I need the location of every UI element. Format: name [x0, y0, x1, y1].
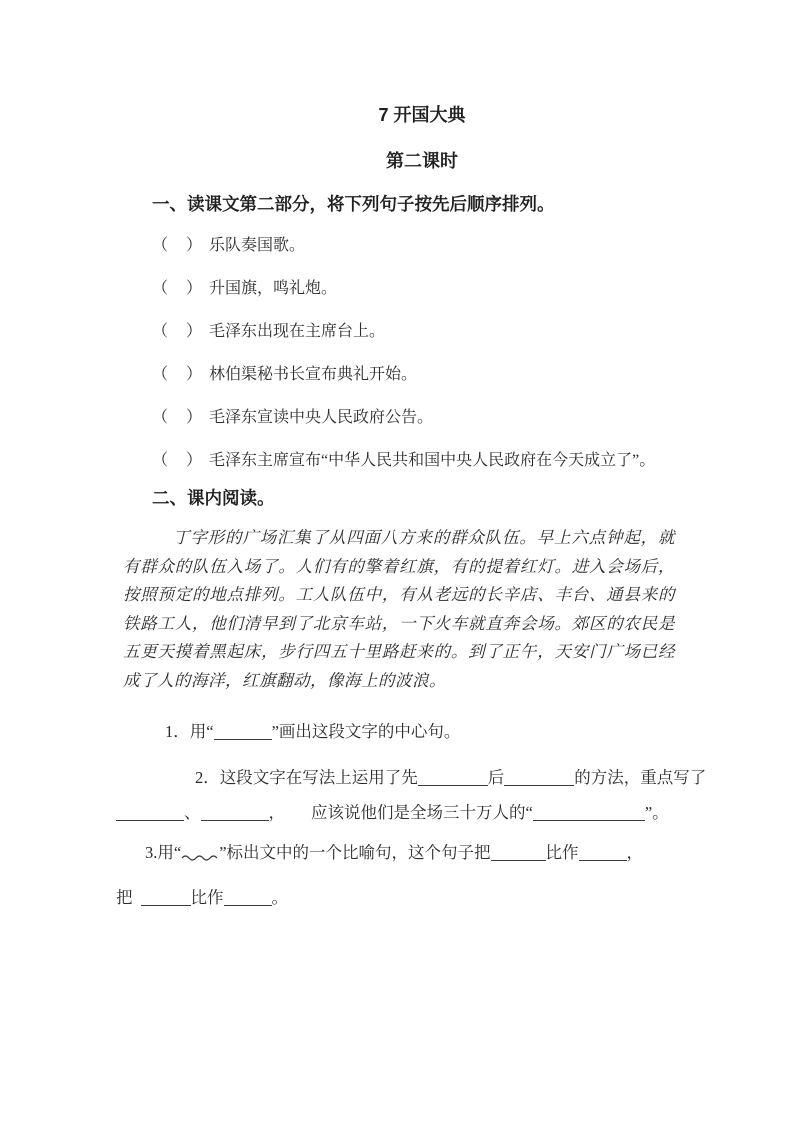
- order-item: [152, 404, 433, 427]
- answer-bracket-open: （: [152, 409, 169, 426]
- fill-in-blank: [141, 891, 191, 906]
- answer-bracket-close: ）: [186, 409, 203, 426]
- answer-bracket-open: （: [152, 280, 169, 297]
- question-1-lead: 1．用“: [165, 722, 214, 741]
- order-item: [152, 447, 655, 470]
- question-3-mid: ”标出文中的一个比喻句，这个句子把: [219, 843, 491, 862]
- fill-in-blank: [214, 725, 272, 740]
- order-item-text: 乐队奏国歌。: [209, 237, 306, 254]
- answer-bracket-open: （: [152, 366, 169, 383]
- question-3-compare1: 比作: [545, 843, 579, 862]
- answer-bracket-open: （: [152, 237, 169, 254]
- question-1: [165, 718, 460, 742]
- question-2-mid2: 应该说他们是全场三十万人的“: [311, 803, 533, 822]
- fill-in-blank: [418, 771, 488, 786]
- question-3-compare2: 比作: [190, 888, 224, 907]
- wavy-line-icon: [181, 847, 219, 859]
- question-2-line2: [116, 799, 669, 823]
- order-item: [152, 318, 385, 341]
- section-one-heading: 一、读课文第二部分，将下列句子按先后顺序排列。: [152, 194, 555, 214]
- question-2-tail2: ”。: [644, 803, 669, 822]
- question-2-comma: ，: [268, 803, 285, 822]
- question-2-line1: [195, 764, 706, 788]
- order-item-text: 毛泽东出现在主席台上。: [209, 323, 386, 340]
- question-3-lead2: 把: [116, 888, 133, 907]
- section-two-heading: 二、课内阅读。: [152, 488, 275, 508]
- order-item-text: 升国旗，鸣礼炮。: [209, 280, 338, 297]
- answer-bracket-open: （: [152, 323, 169, 340]
- question-3-lead: 3.用“: [145, 843, 182, 862]
- answer-bracket-close: ）: [186, 366, 203, 383]
- fill-in-blank: [201, 806, 269, 821]
- answer-bracket-close: ）: [186, 237, 203, 254]
- fill-in-blank: [491, 846, 546, 861]
- question-2-lead: 2．这段文字在写法上运用了先: [195, 768, 418, 787]
- question-3-line1: [145, 839, 643, 863]
- fill-in-blank: [224, 891, 272, 906]
- answer-bracket-close: ）: [186, 280, 203, 297]
- fill-in-blank: [504, 771, 574, 786]
- order-item: [152, 232, 305, 255]
- question-2-mid: 后: [487, 768, 505, 787]
- question-3-line2: [116, 884, 288, 908]
- fill-in-blank: [116, 806, 184, 821]
- order-item-text: 毛泽东主席宣布“中华人民共和国中央人民政府在今天成立了”。: [209, 452, 656, 469]
- fill-in-blank: [533, 806, 645, 821]
- answer-bracket-close: ）: [186, 323, 203, 340]
- question-3-tail: 。: [271, 888, 288, 907]
- answer-bracket-close: ）: [186, 452, 203, 469]
- order-item-text: 林伯渠秘书长宣布典礼开始。: [209, 366, 418, 383]
- order-item-text: 毛泽东宣读中央人民政府公告。: [209, 409, 434, 426]
- page-subtitle: 第二课时: [386, 151, 458, 171]
- reading-passage: 丁字形的广场汇集了从四面八方来的群众队伍。早上六点钟起，就有群众的队伍入场了。人们有的擎着红旗，有的提着红灯。进入会场后，按照预定的地点排列。工人队伍中，有从老远的长辛店、丰台、通县来的铁路工人，他们清早到了北京车站，一下火车就直奔会场。郊区的农民是五更天摸着黑起床，步行四五十里路赶来的。到了正午，天安门广场已经成了人的海洋，红旗翻动，像海上的波浪。: [123, 528, 675, 690]
- question-1-tail: ”画出这段文字的中心句。: [271, 722, 461, 741]
- question-2-separator: 、: [184, 803, 201, 822]
- answer-bracket-open: （: [152, 452, 169, 469]
- fill-in-blank: [579, 846, 627, 861]
- order-item: [152, 361, 417, 384]
- question-2-tail: 的方法，重点写了: [574, 768, 707, 787]
- question-3-comma: ，: [626, 843, 644, 862]
- page-title: 7 开国大典: [378, 105, 466, 125]
- order-item: [152, 275, 337, 298]
